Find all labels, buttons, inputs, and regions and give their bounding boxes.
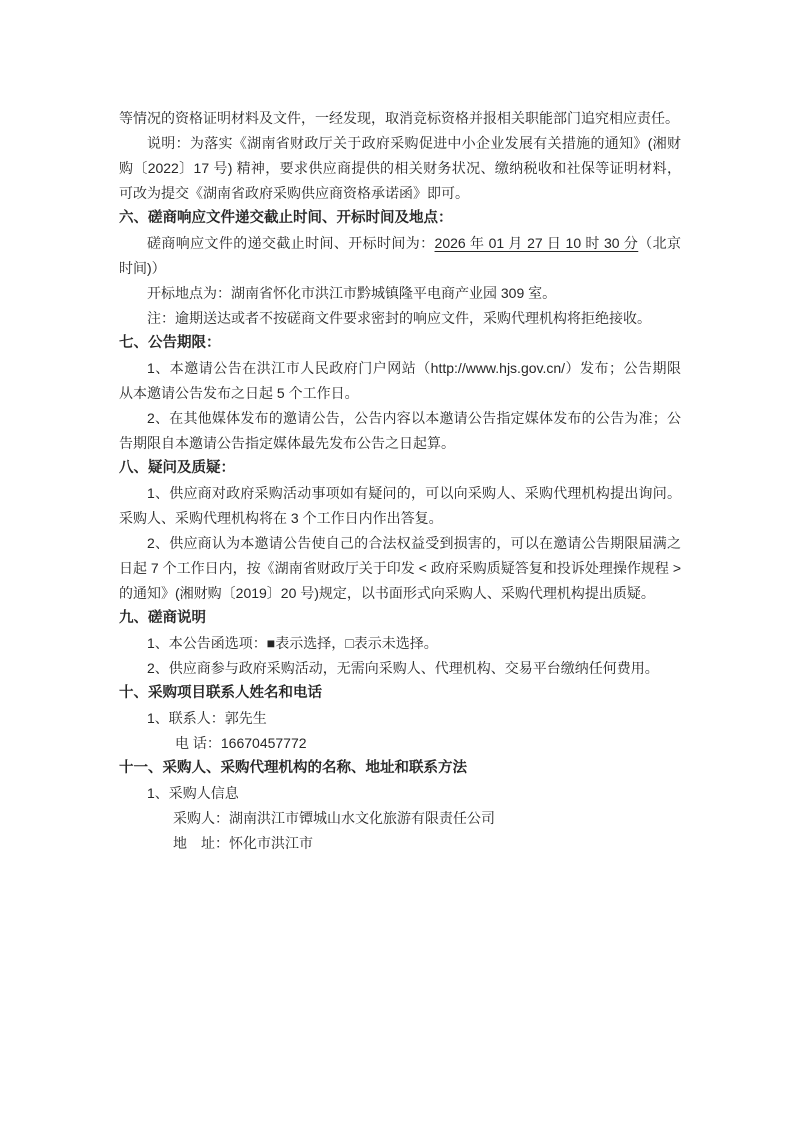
paragraph-no-fees: 2、供应商参与政府采购活动，无需向采购人、代理机构、交易平台缴纳任何费用。	[147, 660, 659, 676]
section-heading-eight: 八、疑问及质疑：	[119, 460, 235, 476]
paragraph-challenge: 2、供应商认为本邀请公告使自己的合法权益受到损害的，可以在邀请公告期限届满之日起 7 个工作日内，按《湖南省财政厅关于印发 < 政府采购质疑答复和投诉处理操作规程 > 的通知》(湘财购〔2019〕20 号)规定，以书面形式向采购人、采购代理机构提出质疑。	[119, 535, 681, 601]
deadline-datetime-underlined: 2026 年 01 月 27 日 10 时 30 分	[434, 235, 639, 251]
paragraph-deadline	[119, 231, 681, 281]
paragraph-contact-person: 1、联系人：郭先生	[147, 710, 267, 726]
section-heading-seven: 七、公告期限：	[119, 335, 221, 351]
section-heading-eleven: 十一、采购人、采购代理机构的名称、地址和联系方法	[119, 760, 467, 776]
section-heading-six: 六、磋商响应文件递交截止时间、开标时间及地点：	[119, 210, 453, 226]
document-body	[119, 106, 681, 856]
paragraph-intro-continuation: 等情况的资格证明材料及文件，一经发现，取消竞标资格并报相关职能部门追究相应责任。	[119, 110, 679, 126]
paragraph-purchaser-info-label: 1、采购人信息	[147, 785, 239, 801]
paragraph-explanation-note: 说明：为落实《湖南省财政厅关于政府采购促进中小企业发展有关措施的通知》(湘财购〔2022〕17 号) 精神，要求供应商提供的相关财务状况、缴纳税收和社保等证明材料，可改为提交《湖南省政府采购供应商资格承诺函》即可。	[119, 135, 681, 201]
paragraph-other-media: 2、在其他媒体发布的邀请公告，公告内容以本邀请公告指定媒体发布的公告为准；公告期限自本邀请公告指定媒体最先发布公告之日起算。	[119, 410, 681, 451]
paragraph-opening-location: 开标地点为：湖南省怀化市洪江市黔城镇隆平电商产业园 309 室。	[147, 285, 557, 301]
section-heading-nine: 九、磋商说明	[119, 610, 206, 626]
paragraph-announcement-website: 1、本邀请公告在洪江市人民政府门户网站（http://www.hjs.gov.cn/）发布；公告期限从本邀请公告发布之日起 5 个工作日。	[119, 360, 681, 401]
paragraph-purchaser-name: 采购人：湖南洪江市镡城山水文化旅游有限责任公司	[173, 810, 495, 826]
deadline-suffix: （北京时间)）	[119, 235, 682, 276]
paragraph-contact-phone: 电 话：16670457772	[175, 735, 307, 751]
paragraph-checkbox-legend: 1、本公告函选项：■表示选择，□表示未选择。	[147, 635, 438, 651]
section-heading-ten: 十、采购项目联系人姓名和电话	[119, 685, 322, 701]
paragraph-purchaser-address: 地 址：怀化市洪江市	[173, 835, 313, 851]
paragraph-inquiry: 1、供应商对政府采购活动事项如有疑问的，可以向采购人、采购代理机构提出询问。采购人、采购代理机构将在 3 个工作日内作出答复。	[119, 485, 681, 526]
deadline-prefix: 磋商响应文件的递交截止时间、开标时间为：	[147, 235, 435, 251]
paragraph-rejection-note: 注：逾期送达或者不按磋商文件要求密封的响应文件，采购代理机构将拒绝接收。	[147, 310, 651, 326]
